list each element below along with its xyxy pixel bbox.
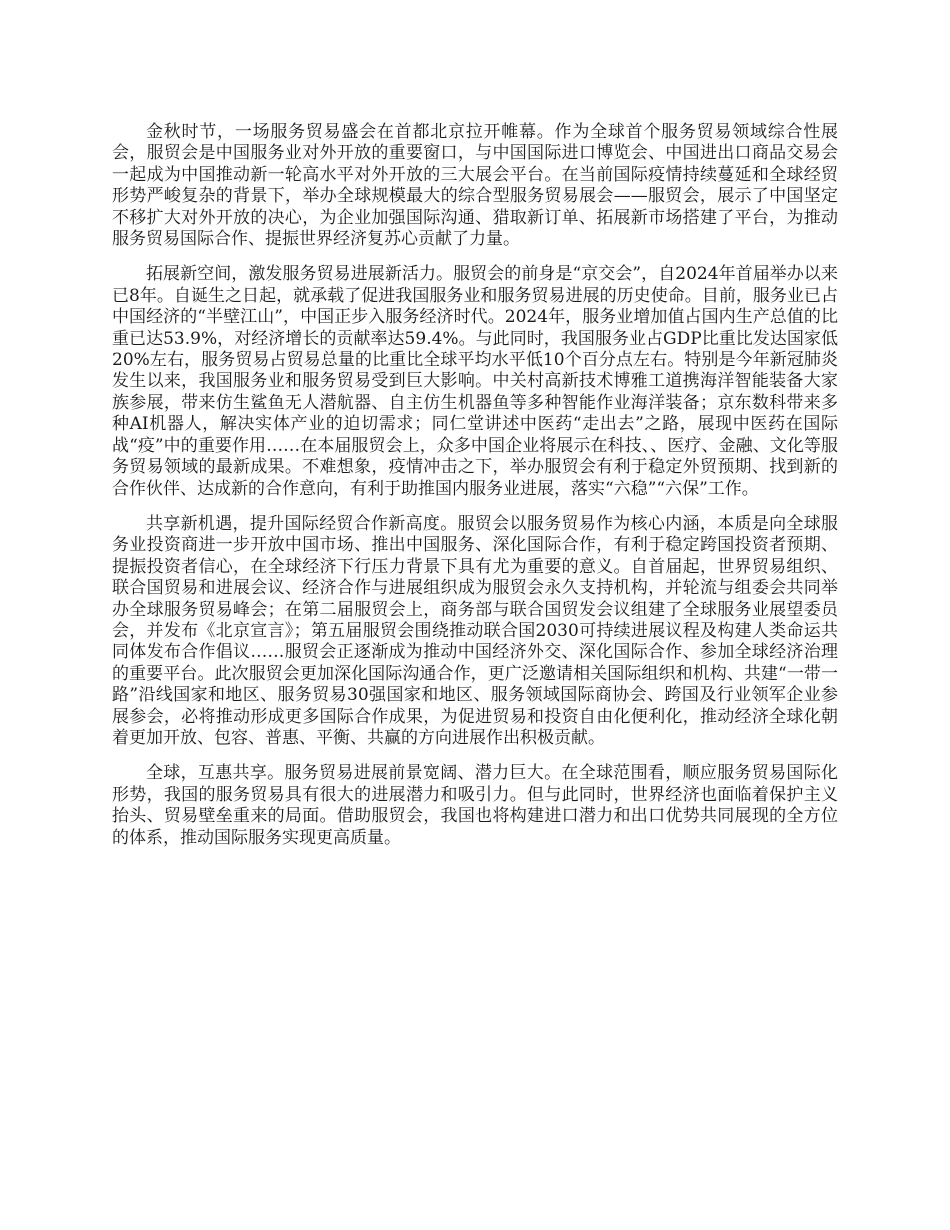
paragraph-1: 金秋时节，一场服务贸易盛会在首都北京拉开帷幕。作为全球首个服务贸易领域综合性展会，服贸会是中国服务业对外开放的重要窗口，与中国国际进口博览会、中国进出口商品交易会一起成为中国推动新一轮高水平对外开放的三大展会平台。在当前国际疫情持续蔓延和全球经贸形势严峻复杂的背景下，举办全球规模最大的综合型服务贸易展会——服贸会，展示了中国坚定不移扩大对外开放的决心，为企业加强国际沟通、猎取新订单、拓展新市场搭建了平台，为推动服务贸易国际合作、提振世界经济复苏心贡献了力量。 bbox=[112, 122, 838, 250]
paragraph-3: 共享新机遇，提升国际经贸合作新高度。服贸会以服务贸易作为核心内涵，本质是向全球服务业投资商进一步开放中国市场、推出中国服务、深化国际合作，有利于稳定跨国投资者预期、提振投资者信心，在全球经济下行压力背景下具有尤为重要的意义。自首届起，世界贸易组织、联合国贸易和进展会议、经济合作与进展组织成为服贸会永久支持机构，并轮流与组委会共同举办全球服务贸易峰会；在第二届服贸会上，商务部与联合国贸发会议组建了全球服务业展望委员会，并发布《北京宣言》；第五届服贸会围绕推动联合国2030可持续进展议程及构建人类命运共同体发布合作倡议……服贸会正逐渐成为推动中国经济外交、深化国际合作、参加全球经济治理的重要平台。此次服贸会更加深化国际沟通合作，更广泛邀请相关国际组织和机构、共建“一带一路”沿线国家和地区、服务贸易30强国家和地区、服务领域国际商协会、跨国及行业领军企业参展参会，必将推动形成更多国际合作成果，为促进贸易和投资自由化便利化，推动经济全球化朝着更加开放、包容、普惠、平衡、共赢的方向进展作出积极贡献。 bbox=[112, 513, 838, 748]
paragraph-2: 拓展新空间，激发服务贸易进展新活力。服贸会的前身是“京交会”，自2024年首届举办以来已8年。自诞生之日起，就承载了促进我国服务业和服务贸易进展的历史使命。目前，服务业已占中国经济的“半壁江山”，中国正步入服务经济时代。2024年，服务业增加值占国内生产总值的比重已达53.9%，对经济增长的贡献率达59.4%。与此同时，我国服务业占GDP比重比发达国家低20%左右，服务贸易占贸易总量的比重比全球平均水平低10个百分点左右。特别是今年新冠肺炎发生以来，我国服务业和服务贸易受到巨大影响。中关村高新技术博雅工道携海洋智能装备大家族参展，带来仿生鲨鱼无人潜航器、自主仿生机器鱼等多种智能作业海洋装备；京东数科带来多种AI机器人，解决实体产业的迫切需求；同仁堂讲述中医药“走出去”之路，展现中医药在国际战“疫”中的重要作用……在本届服贸会上，众多中国企业将展示在科技、、医疗、金融、文化等服务贸易领域的最新成果。不难想象，疫情冲击之下，举办服贸会有利于稳定外贸预期、找到新的合作伙伴、达成新的合作意向，有利于助推国内服务业进展，落实“六稳”“六保”工作。 bbox=[112, 264, 838, 499]
paragraph-4: 全球，互惠共享。服务贸易进展前景宽阔、潜力巨大。在全球范围看，顺应服务贸易国际化形势，我国的服务贸易具有很大的进展潜力和吸引力。但与此同时，世界经济也面临着保护主义抬头、贸易壁垒重来的局面。借助服贸会，我国也将构建进口潜力和出口优势共同展现的全方位的体系，推动国际服务实现更高质量。 bbox=[112, 763, 838, 848]
document-body bbox=[112, 122, 838, 863]
